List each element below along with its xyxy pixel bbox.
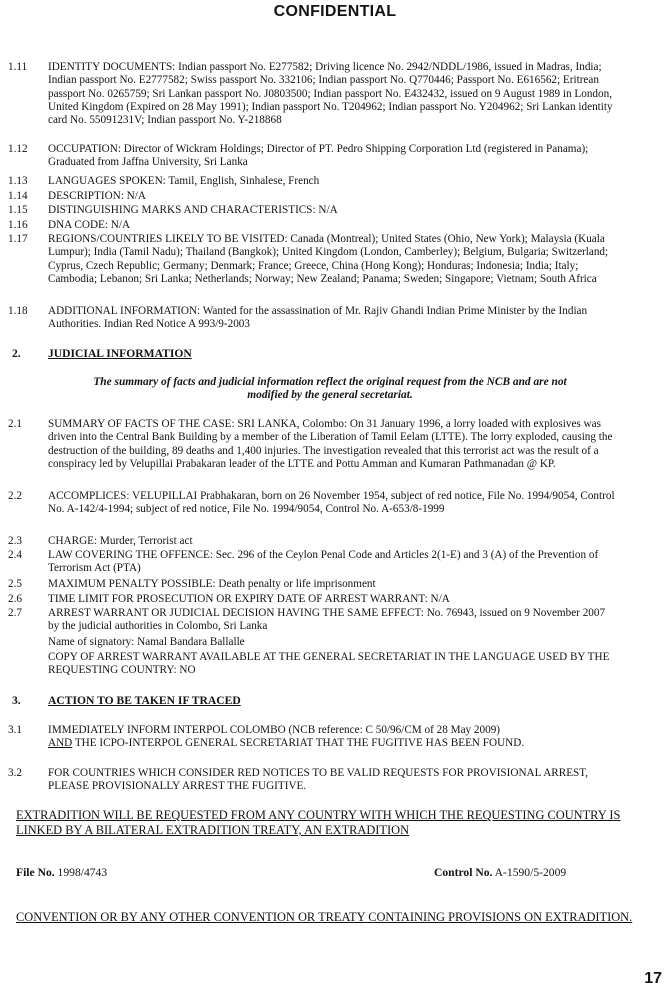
item-text: MAXIMUM PENALTY POSSIBLE: Death penalty or life imprisonment	[48, 578, 376, 590]
item-text: FOR COUNTRIES WHICH CONSIDER RED NOTICES TO BE VALID REQUESTS FOR PROVISIONAL ARREST, PLEASE PROVISIONALLY ARREST THE FUGITIVE.	[48, 767, 589, 793]
item-number: 1.12	[8, 143, 28, 155]
signatory-text: Name of signatory: Namal Bandara Ballalle	[48, 636, 245, 648]
item-text: DESCRIPTION: N/A	[48, 190, 146, 202]
item-number: 1.13	[8, 175, 28, 187]
item-number: 1.15	[8, 204, 28, 216]
item-text: IDENTITY DOCUMENTS: Indian passport No. E277582; Driving licence No. 2942/NDDL/1986, issued in Madras, India; Indian passport No. E2777582; Swiss passport No. 332106; Indian passport No. Q770446; Passport No. E616562; Eritrean passport No. 0265759; Sri Lankan passport No. J0803500; Indian passport No. E432432, issued on 9 August 1989 in London, United Kingdom (Expired on 28 May 1991); Indian passport No. T204962; Indian passport No. Y204962; Sri Lankan identity card No. 55091231V; Indian passport No. Y-218868	[48, 61, 613, 127]
confidential-header: CONFIDENTIAL	[273, 3, 397, 20]
item-number: 2.3	[8, 535, 22, 547]
item-text: CHARGE: Murder, Terrorist act	[48, 535, 193, 547]
judicial-note: The summary of facts and judicial information reflect the original request from the NCB and are not modified by the general secretariat.	[93, 376, 567, 402]
item-text: ARREST WARRANT OR JUDICIAL DECISION HAVING THE SAME EFFECT: No. 76943, issued on 9 November 2007 by the judicial authorities in Colombo, Sri Lanka	[48, 607, 606, 633]
item-3-1-rest: THE ICPO-INTERPOL GENERAL SECRETARIAT THAT THE FUGITIVE HAS BEEN FOUND.	[72, 737, 525, 750]
item-text: LAW COVERING THE OFFENCE: Sec. 296 of the Ceylon Penal Code and Articles 2(1-E) and 3 (A) of the Prevention of Terrorism Act (PTA)	[48, 549, 599, 575]
item-text: ADDITIONAL INFORMATION: Wanted for the assassination of Mr. Rajiv Ghandi Indian Prime Minister by the Indian Authorities. Indian Red Notice A 993/9-2003	[48, 305, 588, 331]
item-number: 2.1	[8, 418, 22, 430]
file-number-value: 1998/4743	[57, 866, 108, 879]
item-number: 3.1	[8, 724, 22, 736]
item-number: 2.6	[8, 593, 22, 605]
control-number-label: Control No.	[434, 866, 493, 879]
item-number: 2.4	[8, 549, 22, 561]
item-number: 3.2	[8, 767, 22, 779]
file-number	[16, 866, 107, 879]
item-number: 2.2	[8, 490, 22, 502]
section-title: ACTION TO BE TAKEN IF TRACED	[48, 694, 241, 707]
item-text: DISTINGUISHING MARKS AND CHARACTERISTICS: N/A	[48, 204, 338, 216]
item-number: 1.14	[8, 190, 28, 202]
page-number: 17	[644, 970, 662, 987]
item-number: 2.7	[8, 607, 22, 619]
section-title: JUDICIAL INFORMATION	[48, 347, 192, 360]
item-number: 1.11	[8, 61, 28, 73]
item-text: SUMMARY OF FACTS OF THE CASE: SRI LANKA, Colombo: On 31 January 1996, a lorry loaded with explosives was driven into the Central Bank Building by a member of the Liberation of Tamil Eelam (LTTE). The lorry exploded, causing the destruction of the building, 89 deaths and 1,400 injuries. The investigation revealed that this terrorist act was the result of a conspiracy led by Velupillai Prabakaran leader of the LTTE and Pottu Amman and Kumaran Pathmanadan @ KP.	[48, 418, 613, 470]
item-number: 1.17	[8, 233, 28, 245]
control-number-value: A-1590/5-2009	[494, 866, 567, 879]
item-3-1-line1: IMMEDIATELY INFORM INTERPOL COLOMBO (NCB reference: C 50/96/CM of 28 May 2009)	[48, 724, 501, 736]
item-text: DNA CODE: N/A	[48, 219, 131, 231]
item-text: LANGUAGES SPOKEN: Tamil, English, Sinhalese, French	[48, 175, 320, 187]
extradition-statement-part1: EXTRADITION WILL BE REQUESTED FROM ANY COUNTRY WITH WHICH THE REQUESTING COUNTRY IS LINKED BY A BILATERAL EXTRADITION TREATY, AN EXTRADITION	[16, 808, 621, 837]
extradition-statement-part2: CONVENTION OR BY ANY OTHER CONVENTION OR TREATY CONTAINING PROVISIONS ON EXTRADITION.	[16, 910, 633, 924]
item-number: 1.16	[8, 219, 28, 231]
item-text: REGIONS/COUNTRIES LIKELY TO BE VISITED: Canada (Montreal); United States (Ohio, New York); Malaysia (Kuala Lumpur); India (Tamil Nadu); Thailand (Bangkok); United Kingdom (London, Camberley); Belgium, Bulgaria; Switzerland; Cyprus, Czech Republic; Germany; Denmark; France; Greece, China (Hong Kong); Honduras; Indonesia; India; Italy; Cambodia; Lebanon; Sri Lanka; Netherlands; Norway; New Zealand; Panama; Sweden; Singapore; Vietnam; South Africa	[48, 233, 609, 285]
item-text: ACCOMPLICES: VELUPILLAI Prabhakaran, born on 26 November 1954, subject of red notice, File No. 1994/9054, Control No. A-142/4-1994; subject of red notice, File No. 1994/9054, Control No. A-653/8-1999	[48, 490, 615, 516]
and-underlined: AND	[48, 737, 73, 750]
control-number	[434, 866, 566, 879]
item-text	[48, 724, 618, 751]
item-text: TIME LIMIT FOR PROSECUTION OR EXPIRY DATE OF ARREST WARRANT: N/A	[48, 593, 450, 605]
file-number-label: File No.	[16, 866, 55, 879]
item-text: OCCUPATION: Director of Wickram Holdings; Director of PT. Pedro Shipping Corporation Ltd (registered in Panama); Graduated from Jaffna University, Sri Lanka	[48, 143, 589, 169]
item-number: 1.18	[8, 305, 28, 317]
section-number: 3.	[12, 694, 21, 707]
item-number: 2.5	[8, 578, 22, 590]
section-number: 2.	[12, 347, 21, 360]
copy-warrant-text: COPY OF ARREST WARRANT AVAILABLE AT THE GENERAL SECRETARIAT IN THE LANGUAGE USED BY THE REQUESTING COUNTRY: NO	[48, 651, 610, 677]
